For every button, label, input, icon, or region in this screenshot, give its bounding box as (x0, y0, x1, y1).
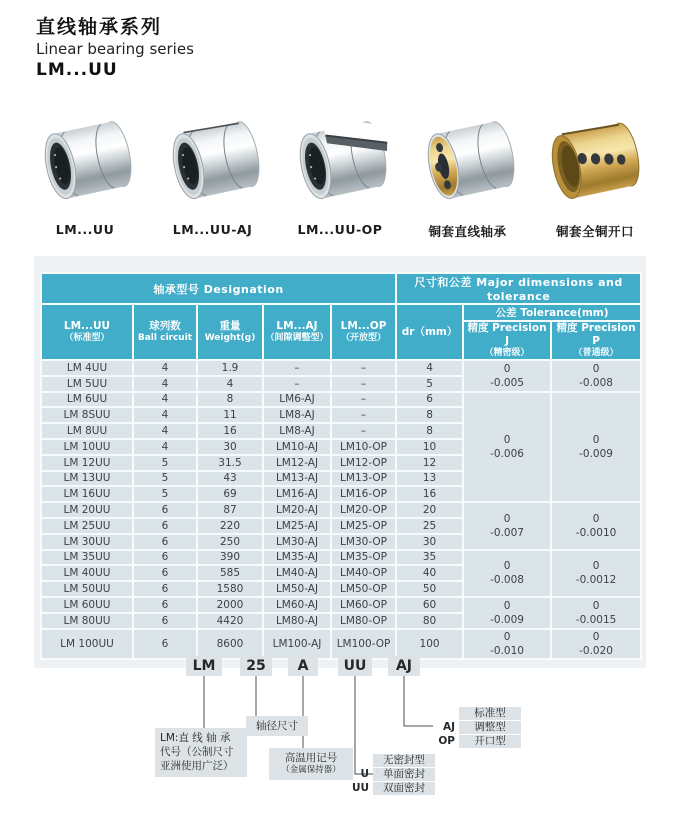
copper-sleeve-bearing-image (407, 106, 529, 216)
table-cell: – (331, 360, 396, 376)
table-cell: 30 (197, 439, 263, 455)
table-cell: 8 (197, 392, 263, 408)
table-cell: 25 (396, 518, 463, 534)
table-cell: LM80-OP (331, 613, 396, 629)
code-a: A (288, 656, 318, 676)
table-cell: LM25-AJ (263, 518, 331, 534)
tolerance-value: 0 (592, 599, 600, 612)
table-cell: – (331, 407, 396, 423)
table-cell: 8 (396, 423, 463, 439)
type-options-table (433, 707, 521, 749)
table-cell: LM100-OP (331, 629, 396, 659)
column-header-precision-j: 精度 Precision J （精密级） (463, 321, 551, 360)
tolerance-value: -0.008 (490, 574, 524, 587)
table-cell: LM35-OP (331, 550, 396, 566)
tolerance-p-cell (551, 597, 641, 629)
table-cell: 30 (396, 534, 463, 550)
product-lm-uu-aj (152, 106, 274, 240)
model-cell: LM 16UU (41, 486, 133, 502)
seal-option-row: UU 双面密封 (347, 782, 435, 795)
table-cell: 2000 (197, 597, 263, 613)
table-cell: 4 (133, 376, 197, 392)
table-cell: 6 (133, 550, 197, 566)
model-cell: LM 12UU (41, 455, 133, 471)
table-cell: 35 (396, 550, 463, 566)
column-header-ball-circuit: 球列数 Ball circuit (133, 304, 197, 360)
column-header-aj: LM...AJ （间隙调整型） (263, 304, 331, 360)
model-cell: LM 40UU (41, 565, 133, 581)
tolerance-value: -0.006 (490, 447, 524, 460)
table-cell: LM60-OP (331, 597, 396, 613)
tolerance-value: -0.009 (579, 447, 613, 460)
page-header (36, 12, 194, 80)
table-cell: LM13-AJ (263, 471, 331, 487)
table-cell: LM20-AJ (263, 502, 331, 518)
tolerance-p-cell (551, 550, 641, 597)
table-cell: 4 (133, 407, 197, 423)
table-cell: 5 (133, 455, 197, 471)
table-cell: – (331, 423, 396, 439)
table-cell: 13 (396, 471, 463, 487)
code-25: 25 (240, 656, 272, 676)
table-cell: LM60-AJ (263, 597, 331, 613)
table-cell: LM40-OP (331, 565, 396, 581)
code-aj: AJ (388, 656, 420, 676)
table-cell: 11 (197, 407, 263, 423)
table-cell: LM12-AJ (263, 455, 331, 471)
table-cell: 20 (396, 502, 463, 518)
table-cell: – (263, 360, 331, 376)
product-label: 铜套直线轴承 (428, 224, 507, 239)
tolerance-p-cell (551, 360, 641, 392)
table-cell: 6 (133, 613, 197, 629)
table-row (41, 360, 641, 376)
tolerance-value: 0 (503, 433, 511, 446)
tolerance-title-header: 公差 Tolerance(mm) (463, 304, 641, 321)
table-cell: LM50-AJ (263, 581, 331, 597)
tolerance-value: 0 (592, 362, 600, 375)
model-cell: LM 8UU (41, 423, 133, 439)
tolerance-value: 0 (592, 560, 600, 573)
product-label: LM...UU-AJ (172, 222, 253, 237)
product-copper-sleeve-bearing (407, 106, 529, 240)
table-cell: 5 (133, 471, 197, 487)
tolerance-value: -0.0010 (575, 526, 617, 539)
tolerance-p-cell (551, 392, 641, 503)
tolerance-value: 0 (503, 599, 511, 612)
table-cell: LM35-AJ (263, 550, 331, 566)
table-row (41, 550, 641, 566)
table-cell: 16 (197, 423, 263, 439)
column-header-model: LM...UU （标准型） (41, 304, 133, 360)
model-cell: LM 80UU (41, 613, 133, 629)
model-cell: LM 30UU (41, 534, 133, 550)
table-cell: 60 (396, 597, 463, 613)
model-cell: LM 100UU (41, 629, 133, 659)
table-cell: 4 (133, 392, 197, 408)
model-cell: LM 10UU (41, 439, 133, 455)
model-cell: LM 20UU (41, 502, 133, 518)
product-copper-open-sleeve (534, 106, 656, 240)
model-cell: LM 35UU (41, 550, 133, 566)
page-title-zh: 直线轴承系列 (36, 16, 163, 38)
type-option-row: AJ 调整型 (433, 721, 521, 734)
table-cell: 100 (396, 629, 463, 659)
product-gallery (24, 106, 656, 240)
bearing-adjustable-image (152, 106, 274, 216)
tolerance-j-cell (463, 360, 551, 392)
table-cell: LM10-OP (331, 439, 396, 455)
table-cell: 585 (197, 565, 263, 581)
product-label: LM...UU-OP (297, 222, 383, 237)
tolerance-value: 0 (592, 630, 600, 643)
table-cell: LM20-OP (331, 502, 396, 518)
table-cell: – (331, 376, 396, 392)
table-cell: 4 (396, 360, 463, 376)
table-cell: 6 (133, 581, 197, 597)
seal-options-table (347, 754, 435, 796)
table-cell: LM6-AJ (263, 392, 331, 408)
table-cell: 80 (396, 613, 463, 629)
tolerance-j-cell (463, 392, 551, 503)
table-cell: LM16-OP (331, 486, 396, 502)
table-cell: 4 (133, 360, 197, 376)
code-uu: UU (338, 656, 372, 676)
table-cell: 31.5 (197, 455, 263, 471)
table-cell: 5 (133, 486, 197, 502)
table-cell: LM50-OP (331, 581, 396, 597)
table-cell: 1580 (197, 581, 263, 597)
table-cell: 250 (197, 534, 263, 550)
model-cell: LM 60UU (41, 597, 133, 613)
table-cell: – (263, 376, 331, 392)
table-cell: 87 (197, 502, 263, 518)
table-cell: 6 (133, 565, 197, 581)
table-cell: LM16-AJ (263, 486, 331, 502)
table-cell: 4 (197, 376, 263, 392)
table-cell: LM10-AJ (263, 439, 331, 455)
tolerance-value: -0.009 (490, 613, 524, 626)
tolerance-value: 0 (503, 630, 511, 643)
table-cell: LM40-AJ (263, 565, 331, 581)
model-cell: LM 8SUU (41, 407, 133, 423)
table-cell: LM100-AJ (263, 629, 331, 659)
model-cell: LM 25UU (41, 518, 133, 534)
table-cell: 40 (396, 565, 463, 581)
table-cell: LM80-AJ (263, 613, 331, 629)
table-cell: – (331, 392, 396, 408)
bearing-spec-table (40, 272, 642, 660)
table-cell: 50 (396, 581, 463, 597)
table-cell: 6 (133, 534, 197, 550)
tolerance-value: -0.020 (579, 644, 613, 657)
column-header-precision-p: 精度 Precision P （普通级） (551, 321, 641, 360)
tolerance-value: -0.010 (490, 644, 524, 657)
table-cell: 10 (396, 439, 463, 455)
designation-band-header: 轴承型号 Designation (41, 273, 396, 304)
table-cell: LM13-OP (331, 471, 396, 487)
dimensions-band-header: 尺寸和公差 Major dimensions and tolerance (396, 273, 641, 304)
high-temp-note: 高温用记号 （金属保持器） (269, 748, 353, 780)
table-cell: LM30-OP (331, 534, 396, 550)
series-code: LM...UU (36, 60, 118, 80)
table-cell: 220 (197, 518, 263, 534)
table-cell: 12 (396, 455, 463, 471)
tolerance-value: -0.008 (579, 376, 613, 389)
column-header-op: LM...OP （开放型） (331, 304, 396, 360)
bearing-open-image (279, 106, 401, 216)
part-number-diagram (0, 650, 680, 813)
shaft-size-note: 轴径尺寸 (246, 716, 308, 736)
type-option-row: 标准型 (433, 707, 521, 720)
copper-open-sleeve-image (534, 106, 656, 216)
tolerance-p-cell (551, 502, 641, 549)
table-cell: 5 (396, 376, 463, 392)
tolerance-value: 0 (592, 433, 600, 446)
lm-note: LM:直 线 轴 承 代号（公制尺寸 亚洲使用广泛） (155, 728, 247, 777)
seal-option-row: U 单面密封 (347, 768, 435, 781)
table-row (41, 392, 641, 408)
table-cell: LM25-OP (331, 518, 396, 534)
tolerance-j-cell (463, 502, 551, 549)
table-cell: 4420 (197, 613, 263, 629)
page-title-en: Linear bearing series (36, 40, 194, 58)
table-cell: 43 (197, 471, 263, 487)
model-cell: LM 5UU (41, 376, 133, 392)
tolerance-j-cell (463, 550, 551, 597)
tolerance-value: 0 (503, 362, 511, 375)
column-header-weight: 重量 Weight(g) (197, 304, 263, 360)
table-cell: LM8-AJ (263, 423, 331, 439)
model-cell: LM 6UU (41, 392, 133, 408)
tolerance-value: -0.0012 (575, 574, 617, 587)
table-cell: LM12-OP (331, 455, 396, 471)
bearing-standard-image (24, 106, 146, 216)
model-cell: LM 4UU (41, 360, 133, 376)
table-cell: 8600 (197, 629, 263, 659)
table-cell: 1.9 (197, 360, 263, 376)
product-label: 铜套全铜开口 (555, 224, 634, 239)
table-cell: 4 (133, 439, 197, 455)
table-row (41, 597, 641, 613)
table-cell: 6 (133, 597, 197, 613)
seal-option-row: 无密封型 (347, 754, 435, 767)
table-cell: 390 (197, 550, 263, 566)
model-cell: LM 50UU (41, 581, 133, 597)
table-cell: 6 (133, 502, 197, 518)
tolerance-value: 0 (503, 512, 511, 525)
product-lm-uu (24, 106, 146, 240)
table-cell: 6 (396, 392, 463, 408)
tolerance-value: 0 (503, 560, 511, 573)
table-row (41, 502, 641, 518)
tolerance-value: -0.005 (490, 376, 524, 389)
table-cell: LM8-AJ (263, 407, 331, 423)
type-option-row: OP 开口型 (433, 735, 521, 748)
table-cell: 6 (133, 518, 197, 534)
column-header-dr: dr（mm） (396, 304, 463, 360)
tolerance-value: 0 (592, 512, 600, 525)
table-cell: 6 (133, 629, 197, 659)
table-cell: LM30-AJ (263, 534, 331, 550)
model-cell: LM 13UU (41, 471, 133, 487)
table-cell: 8 (396, 407, 463, 423)
tolerance-j-cell (463, 597, 551, 629)
tolerance-value: -0.007 (490, 526, 524, 539)
table-cell: 4 (133, 423, 197, 439)
product-lm-uu-op (279, 106, 401, 240)
tolerance-value: -0.0015 (575, 613, 617, 626)
table-cell: 69 (197, 486, 263, 502)
bearing-table-body (41, 360, 641, 659)
table-cell: 16 (396, 486, 463, 502)
product-label: LM...UU (55, 222, 115, 237)
code-lm: LM (186, 656, 222, 676)
